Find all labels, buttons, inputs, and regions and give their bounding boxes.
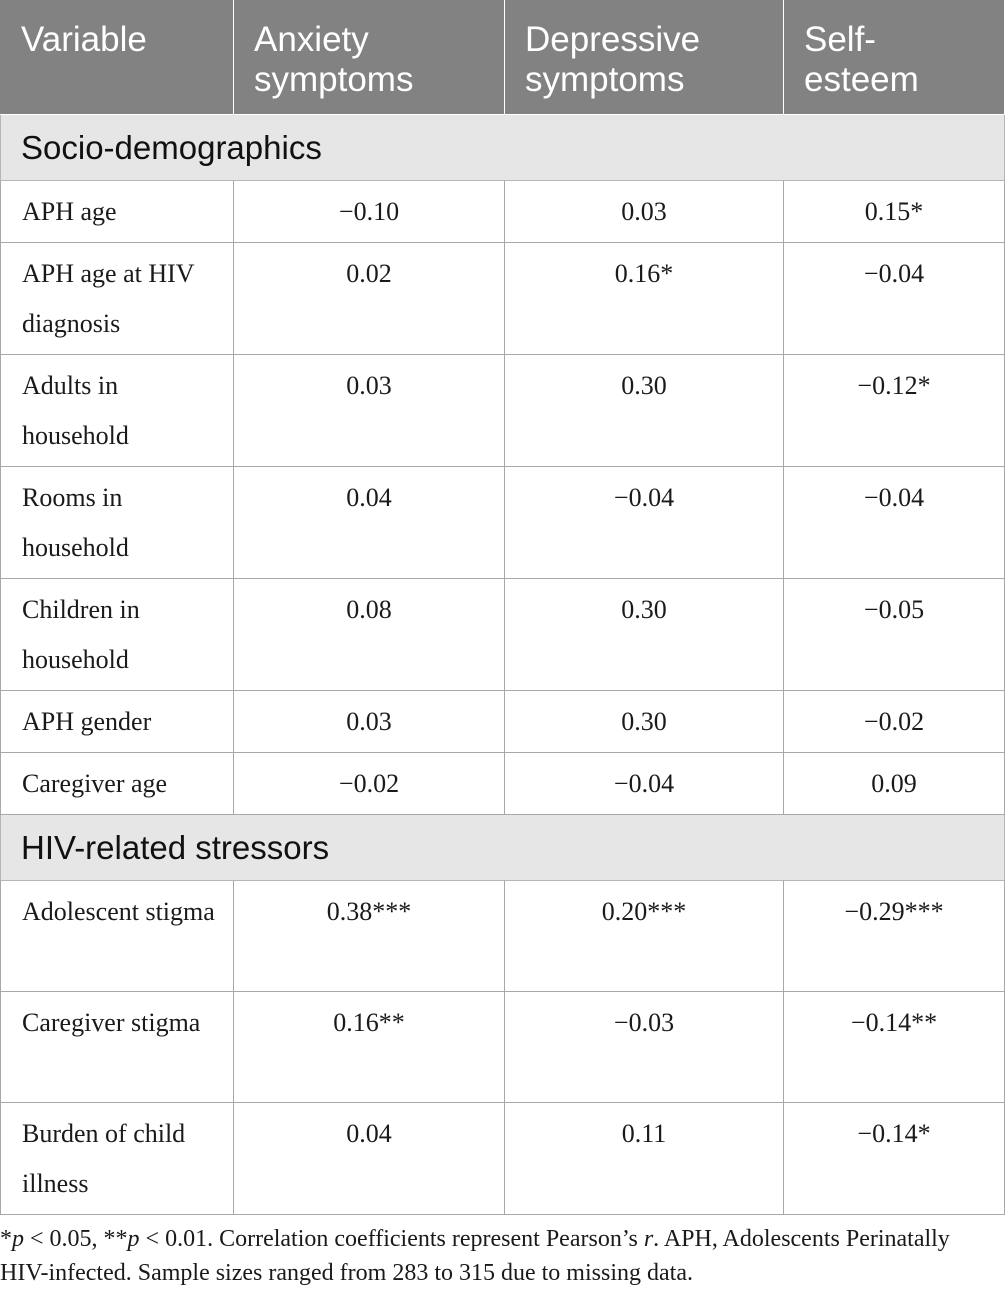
- table-row: [1, 181, 1005, 243]
- cell-self-esteem: −0.14*: [784, 1103, 1005, 1215]
- footnote-text: . APH, Adolescents Perinatally HIV-infected. Sample sizes ranged from 283 to 315 due to missing data.: [0, 1226, 950, 1286]
- row-label: APH age: [1, 181, 234, 243]
- cell-depressive: 0.30: [505, 355, 784, 467]
- table-row: [1, 579, 1005, 691]
- cell-depressive: 0.11: [505, 1103, 784, 1215]
- table-row: [1, 1103, 1005, 1215]
- row-label: APH age at HIV diagnosis: [1, 243, 234, 355]
- cell-depressive: 0.30: [505, 579, 784, 691]
- header-depressive: Depressive symptoms: [505, 0, 784, 115]
- header-self-esteem: Self-esteem: [784, 0, 1005, 115]
- header-row: [1, 0, 1005, 115]
- cell-self-esteem: −0.04: [784, 467, 1005, 579]
- footnote-p-symbol: p: [12, 1226, 24, 1252]
- cell-anxiety: 0.38***: [234, 881, 505, 992]
- cell-anxiety: −0.10: [234, 181, 505, 243]
- cell-self-esteem: −0.12*: [784, 355, 1005, 467]
- cell-depressive: 0.16*: [505, 243, 784, 355]
- footnote-p-symbol: p: [127, 1226, 140, 1252]
- cell-depressive: −0.04: [505, 467, 784, 579]
- row-label: Caregiver stigma: [1, 992, 234, 1103]
- row-label: Children in household: [1, 579, 234, 691]
- header-anxiety: Anxiety symptoms: [234, 0, 505, 115]
- cell-self-esteem: −0.02: [784, 691, 1005, 753]
- cell-self-esteem: 0.09: [784, 753, 1005, 815]
- section-row: [1, 115, 1005, 181]
- cell-self-esteem: −0.04: [784, 243, 1005, 355]
- table-row: [1, 691, 1005, 753]
- table-row: [1, 355, 1005, 467]
- cell-depressive: 0.20***: [505, 881, 784, 992]
- cell-anxiety: 0.03: [234, 691, 505, 753]
- table-row: [1, 753, 1005, 815]
- cell-self-esteem: −0.05: [784, 579, 1005, 691]
- cell-anxiety: 0.02: [234, 243, 505, 355]
- cell-depressive: 0.30: [505, 691, 784, 753]
- row-label: Burden of child illness: [1, 1103, 234, 1215]
- row-label: Rooms in household: [1, 467, 234, 579]
- footnote-r-symbol: r: [643, 1226, 654, 1252]
- cell-depressive: −0.03: [505, 992, 784, 1103]
- table-row: [1, 881, 1005, 992]
- section-title: Socio-demographics: [1, 115, 1005, 181]
- row-label: APH gender: [1, 691, 234, 753]
- cell-depressive: 0.03: [505, 181, 784, 243]
- table-row: [1, 467, 1005, 579]
- table-footnote: [0, 1222, 1000, 1290]
- cell-anxiety: 0.03: [234, 355, 505, 467]
- footnote-text: < 0.01. Correlation coefficients represent Pearson’s: [139, 1226, 644, 1252]
- cell-self-esteem: 0.15*: [784, 181, 1005, 243]
- footnote-text: *: [0, 1226, 12, 1252]
- row-label: Caregiver age: [1, 753, 234, 815]
- cell-anxiety: 0.16**: [234, 992, 505, 1103]
- footnote-text: < 0.05, **: [24, 1226, 128, 1252]
- cell-self-esteem: −0.29***: [784, 881, 1005, 992]
- cell-anxiety: −0.02: [234, 753, 505, 815]
- cell-anxiety: 0.04: [234, 467, 505, 579]
- section-row: [1, 815, 1005, 881]
- cell-anxiety: 0.08: [234, 579, 505, 691]
- row-label: Adolescent stigma: [1, 881, 234, 992]
- cell-self-esteem: −0.14**: [784, 992, 1005, 1103]
- table-row: [1, 992, 1005, 1103]
- table-row: [1, 243, 1005, 355]
- header-variable: Variable: [1, 0, 234, 115]
- section-title: HIV-related stressors: [1, 815, 1005, 881]
- cell-anxiety: 0.04: [234, 1103, 505, 1215]
- cell-depressive: −0.04: [505, 753, 784, 815]
- row-label: Adults in household: [1, 355, 234, 467]
